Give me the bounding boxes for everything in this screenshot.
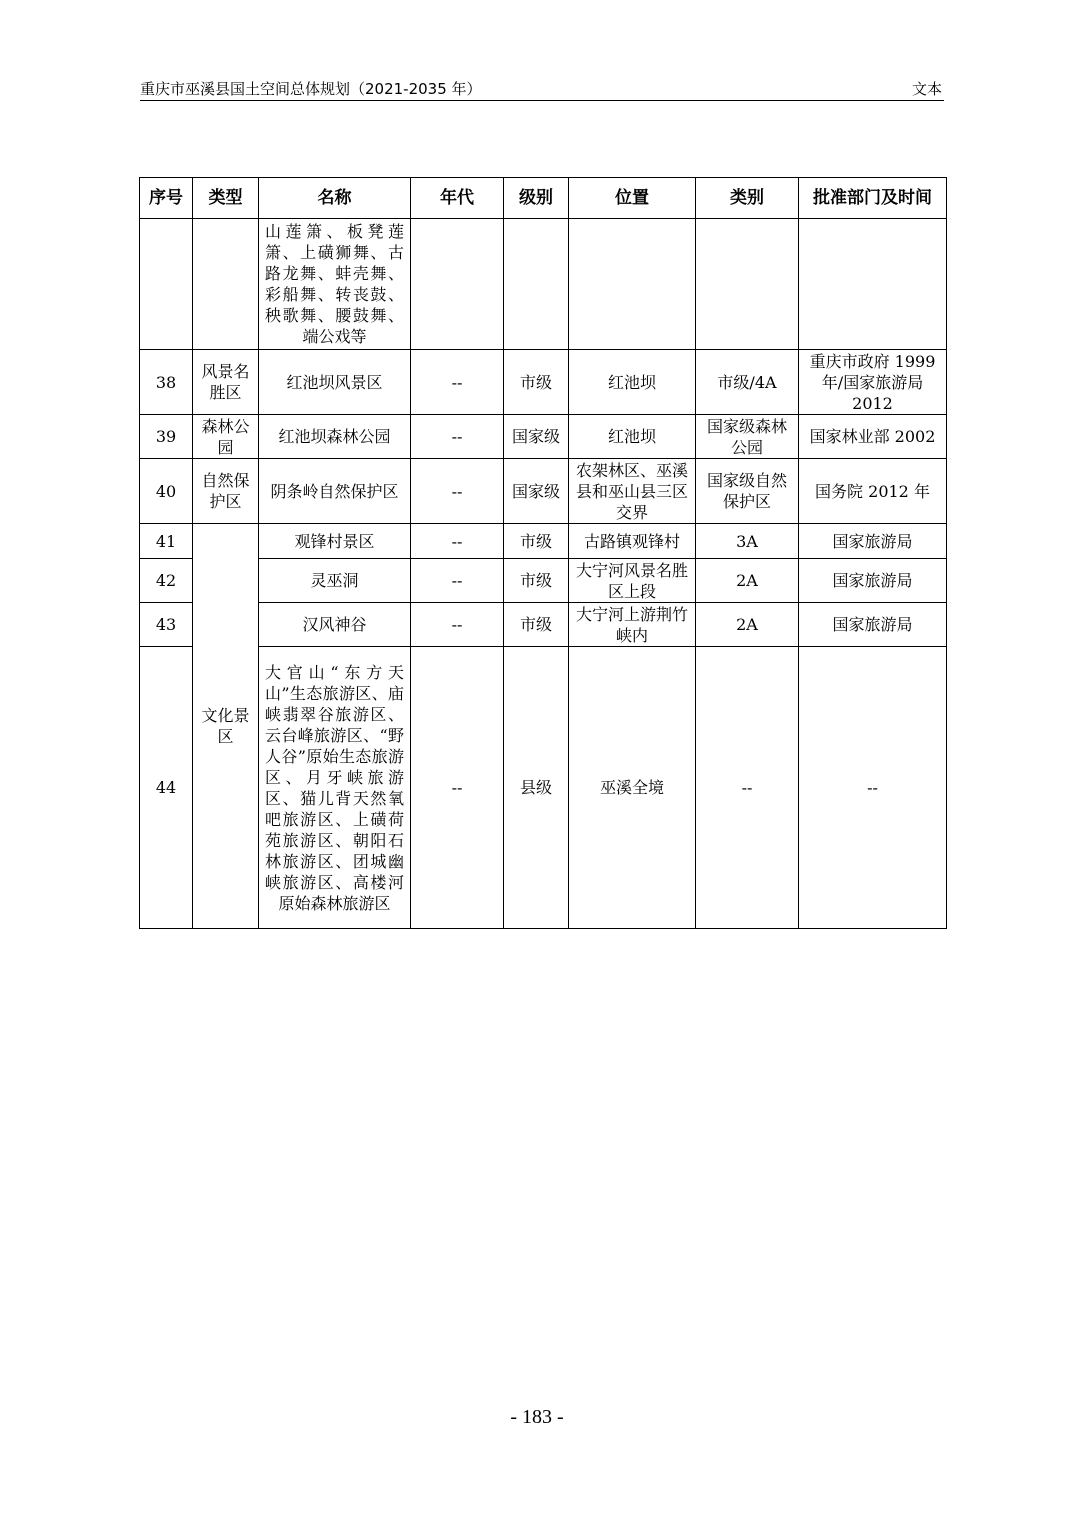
table-header-row: [140, 178, 947, 219]
col-header-type: 类型: [193, 178, 259, 219]
table-row: [140, 459, 947, 524]
cell-name: 阴条岭自然保护区: [259, 459, 411, 524]
cell-era: [411, 219, 504, 350]
cell-approval: 重庆市政府 1999 年/国家旅游局 2012: [799, 350, 947, 415]
cell-type: 文化景区: [193, 524, 259, 929]
cell-no: 42: [140, 559, 193, 603]
cell-era: --: [411, 350, 504, 415]
col-header-name: 名称: [259, 178, 411, 219]
cell-no: 38: [140, 350, 193, 415]
cell-type: 自然保护区: [193, 459, 259, 524]
col-header-approval: 批准部门及时间: [799, 178, 947, 219]
col-header-level: 级别: [504, 178, 569, 219]
cell-name: 山莲箫、板凳莲箫、上磺狮舞、古路龙舞、蚌壳舞、彩船舞、转丧鼓、秧歌舞、腰鼓舞、端公戏等: [259, 219, 411, 350]
col-header-location: 位置: [569, 178, 696, 219]
cell-level: 市级: [504, 559, 569, 603]
cell-approval: 国务院 2012 年: [799, 459, 947, 524]
cell-category: 2A: [696, 559, 799, 603]
cell-level: 县级: [504, 647, 569, 929]
cell-type: [193, 219, 259, 350]
table-row: [140, 219, 947, 350]
cell-level: [504, 219, 569, 350]
cell-name: 大官山“东方天山”生态旅游区、庙峡翡翠谷旅游区、云台峰旅游区、“野人谷”原始生态旅游区、月牙峡旅游区、猫儿背天然氧吧旅游区、上磺荷苑旅游区、朝阳石林旅游区、团城幽峡旅游区、高楼河原始森林旅游区: [259, 647, 411, 929]
cell-type: 森林公园: [193, 415, 259, 459]
cell-level: 市级: [504, 603, 569, 647]
cell-location: 古路镇观锋村: [569, 524, 696, 559]
cell-level: 国家级: [504, 459, 569, 524]
cell-name: 红池坝风景区: [259, 350, 411, 415]
cell-name: 观锋村景区: [259, 524, 411, 559]
cell-era: --: [411, 647, 504, 929]
cell-location: 大宁河风景名胜区上段: [569, 559, 696, 603]
col-header-category: 类别: [696, 178, 799, 219]
table-row: [140, 415, 947, 459]
cell-no: 39: [140, 415, 193, 459]
cell-name: 汉风神谷: [259, 603, 411, 647]
cell-no: [140, 219, 193, 350]
table-row: [140, 647, 947, 929]
col-header-era: 年代: [411, 178, 504, 219]
cell-approval: 国家林业部 2002: [799, 415, 947, 459]
cell-category: 2A: [696, 603, 799, 647]
table-row: [140, 524, 947, 559]
cell-category: 国家级自然保护区: [696, 459, 799, 524]
cell-era: --: [411, 415, 504, 459]
heritage-table: [139, 177, 947, 929]
cell-era: --: [411, 603, 504, 647]
cell-approval: 国家旅游局: [799, 603, 947, 647]
cell-category: [696, 219, 799, 350]
cell-name: 灵巫洞: [259, 559, 411, 603]
cell-type: 风景名胜区: [193, 350, 259, 415]
section-label: 文本: [911, 80, 942, 98]
cell-location: [569, 219, 696, 350]
cell-category: 国家级森林公园: [696, 415, 799, 459]
cell-no: 40: [140, 459, 193, 524]
table-row: [140, 350, 947, 415]
cell-level: 市级: [504, 524, 569, 559]
cell-location: 巫溪全境: [569, 647, 696, 929]
cell-approval: 国家旅游局: [799, 524, 947, 559]
col-header-no: 序号: [140, 178, 193, 219]
cell-era: --: [411, 524, 504, 559]
page-number: - 183 -: [510, 1406, 564, 1428]
page-header: [140, 76, 944, 101]
cell-level: 国家级: [504, 415, 569, 459]
cell-category: --: [696, 647, 799, 929]
cell-no: 43: [140, 603, 193, 647]
table-row: [140, 603, 947, 647]
cell-category: 市级/4A: [696, 350, 799, 415]
cell-approval: --: [799, 647, 947, 929]
cell-no: 44: [140, 647, 193, 929]
cell-name: 红池坝森林公园: [259, 415, 411, 459]
cell-location: 大宁河上游荆竹峡内: [569, 603, 696, 647]
cell-location: 红池坝: [569, 415, 696, 459]
cell-era: --: [411, 559, 504, 603]
cell-location: 农架林区、巫溪县和巫山县三区交界: [569, 459, 696, 524]
cell-level: 市级: [504, 350, 569, 415]
cell-era: --: [411, 459, 504, 524]
document-title: 重庆市巫溪县国土空间总体规划（2021-2035 年）: [140, 80, 482, 98]
cell-category: 3A: [696, 524, 799, 559]
table-row: [140, 559, 947, 603]
cell-approval: 国家旅游局: [799, 559, 947, 603]
cell-location: 红池坝: [569, 350, 696, 415]
cell-approval: [799, 219, 947, 350]
cell-no: 41: [140, 524, 193, 559]
